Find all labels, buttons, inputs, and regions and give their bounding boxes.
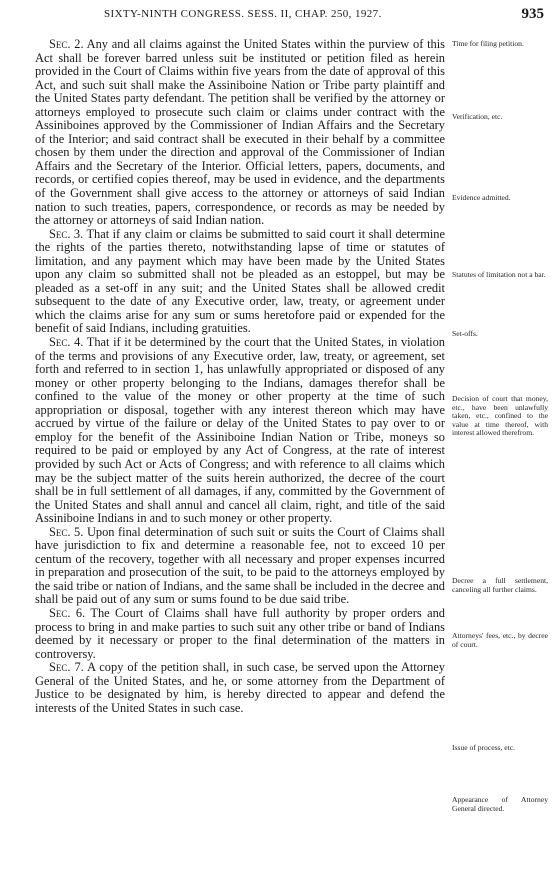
section-text: The Court of Claims shall have full authority by proper orders and process to bring in and make parties to such suit any other tribe or band of Indians deemed by it necessary or proper to the final determination of the matters in controversy. [35, 605, 446, 661]
margin-note-evidence: Evidence admitted. [452, 193, 511, 202]
margin-note-decree: Decree a full settlement, canceling all further claims. [452, 576, 548, 594]
section-label: Sec. 4. [49, 335, 84, 350]
section-6-paragraph [35, 607, 445, 661]
margin-note-filing: Time for filing petition. [452, 39, 524, 48]
margin-note-verification: Verification, etc. [452, 112, 503, 121]
section-text: Any and all claims against the United States within the purview of this Act shall be forever barred unless suit be instituted or petition filed as herein provided in the Court of Claims within five years from the date of approval of this Act, and such suit shall make the Assiniboine Nation or Tribe party plaintiff and the United States party defendant. The petition shall be verified by the attorney or attorneys employed to prosecute such claim or claims under contract with the Assiniboines approved by the Commissioner of Indian Affairs and the Secretary of the Interior; and said contract shall be executed in their behalf by a committee chosen by them under the direction and approval of the Commissioner of Indian Affairs and the Secretary of the Interior. Official letters, papers, documents, and records, or certified copies thereof, may be used in evidence, and the departments of the Government shall give access to the attorney or attorneys of said Indian nation to such treaties, papers, correspondence, or records as may be needed by the attorney or attorneys of said Indian nation. [35, 37, 445, 228]
section-text: That if it be determined by the court that the United States, in violation of the terms and provisions of any Executive order, law, treaty, or agreement, set forth and referred to in section 1, has unlawfully appropriated or disposed of any money or other property belonging to the Indians, damages therefor shall be confined to the value of the money or other property at the time of such appropriation or disposal, together with any interest thereon which may have accrued by virtue of the failure or delay of the United States to pay over to or employ for the benefit of the Assiniboine Indian Nation or Tribe, moneys so required to be paid or employed by any Act of Congress, at the rate of interest provided by such Act or Acts of Congress; and with reference to all claims which may be the subject matter of the suits herein authorized, the decree of the court shall be in full settlement of all damages, if any, committed by the Government of the United States and shall annul and cancel all claim, right, and title of the said Assiniboine Indians in and to such money or other property. [35, 335, 446, 526]
section-3-paragraph [35, 228, 445, 336]
margin-note-process: Issue of process, etc. [452, 743, 516, 752]
section-text: Upon final determination of such suit or suits the Court of Claims shall have jurisdiction to fix and determine a reasonable fee, not to exceed 10 per centum of the recovery, together with all necessary and proper expenses incurred in preparation and prosecution of the suit, to be paid to the attorneys employed by the said tribe or nation of Indians, and the same shall be included in the decree and shall be paid out of any sum or sums found to be due said tribe. [35, 524, 445, 607]
section-label: Sec. 7. [49, 660, 84, 675]
page-header [0, 6, 558, 28]
margin-note-limitation: Statutes of limitation not a bar. [452, 270, 546, 279]
section-label: Sec. 6. [49, 605, 86, 620]
section-label: Sec. 3. [49, 226, 84, 241]
page-number: 935 [521, 6, 544, 22]
margin-note-setoffs: Set-offs. [452, 329, 478, 338]
main-text [35, 38, 445, 715]
section-4-paragraph [35, 336, 445, 526]
section-label: Sec. 5. [49, 524, 84, 539]
section-text: That if any claim or claims be submitted to said court it shall determine the rights of the parties thereto, notwithstanding lapse of time or statutes of limitation, and any payment which may have been made by the United States upon any claim so submitted shall not be pleaded as an estoppel, but may be pleaded as a set-off in any suit; and the United States shall be allowed credit subsequent to the date of any Executive order, law, treaty, or agreement under which the claims arise for any sum or sums heretofore paid or expended for the benefit of said Indians, including gratuities. [35, 226, 445, 336]
margin-note-attorneys-fees: Attorneys' fees, etc., by decree of court. [452, 631, 548, 649]
margin-note-decision: Decision of court that money, etc., have been unlawfully taken, etc., confined to the value at time thereof, with interest allowed therefrom. [452, 394, 548, 438]
section-7-paragraph [35, 661, 445, 715]
section-text: A copy of the petition shall, in such case, be served upon the Attorney General of the United States, and he, or some attorney from the Department of Justice to be designated by him, is hereby directed to appear and defend the interests of the United States in such case. [35, 660, 445, 715]
section-5-paragraph [35, 526, 445, 607]
section-label: Sec. 2. [49, 37, 84, 51]
running-head: SIXTY-NINTH CONGRESS. SESS. II, CHAP. 250, 1927. [104, 8, 382, 20]
margin-note-attorney-general: Appearance of Attorney General directed. [452, 795, 548, 813]
section-2-paragraph [35, 38, 445, 228]
